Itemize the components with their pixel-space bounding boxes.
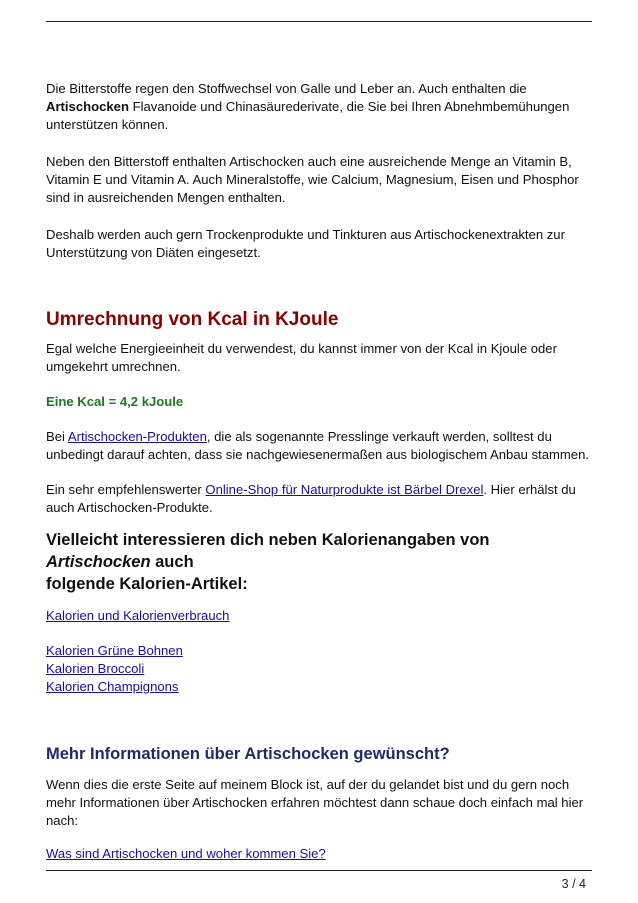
link-kalorien-gruene-bohnen[interactable]: Kalorien Grüne Bohnen [46, 643, 183, 658]
artischocken-produkten-link[interactable]: Artischocken-Produkten [67, 429, 207, 444]
page-number: 3 / 4 [561, 877, 586, 891]
kcal-heading: Umrechnung von Kcal in KJoule [46, 309, 339, 330]
kcal-formula: Eine Kcal = 4,2 kJoule [46, 394, 184, 409]
document-page [46, 80, 594, 863]
related-link-list-1 [46, 607, 594, 625]
intro-paragraph-3: Deshalb werden auch gern Trockenprodukte und Tinkturen aus Artischockenextrakten zur Unterstützung von Diäten eingesetzt. [46, 227, 565, 260]
artischocken-bold: Artischocken [46, 99, 129, 114]
header-rule [46, 21, 592, 22]
was-sind-artischocken-link[interactable]: Was sind Artischocken und woher kommen Sie? [46, 846, 326, 861]
online-shop-link[interactable]: Online-Shop für Naturprodukte ist Bärbel Drexel [205, 482, 484, 497]
footer-rule [46, 870, 592, 871]
link-kalorien-broccoli[interactable]: Kalorien Broccoli [46, 661, 145, 676]
related-heading: Vielleicht interessieren dich neben Kalorienangaben von Artischocken auch folgende Kalorien-Artikel: [46, 531, 490, 593]
related-link-list-2 [46, 642, 594, 696]
link-kalorien-champignons[interactable]: Kalorien Champignons [46, 679, 179, 694]
more-info-link-paragraph [46, 845, 594, 863]
kcal-paragraph-1: Egal welche Energieeinheit du verwendest, du kannst immer von der Kcal in Kjoule oder umgekehrt umrechnen. [46, 341, 557, 374]
kcal-paragraph-3: Ein sehr empfehlenswerter Online-Shop für Naturprodukte ist Bärbel Drexel. Hier erhälst du auch Artischocken-Produkte. [46, 482, 576, 515]
link-kalorien-kalorienverbrauch[interactable]: Kalorien und Kalorienverbrauch [46, 608, 230, 623]
more-info-paragraph: Wenn dies die erste Seite auf meinem Block ist, auf der du gelandet bist und du gern noch mehr Informationen über Artischocken erfahren möchtest dann schaue doch einfach mal hier nach: [46, 777, 584, 828]
more-info-heading: Mehr Informationen über Artischocken gewünscht? [46, 745, 450, 763]
kcal-paragraph-2: Bei Artischocken-Produkten, die als sogenannte Presslinge verkauft werden, solltest du unbedingt darauf achten, dass sie nachgewiesenermaßen aus biologischem Anbau stammen. [46, 429, 590, 462]
intro-paragraph-1: Die Bitterstoffe regen den Stoffwechsel von Galle und Leber an. Auch enthalten die Artischocken Flavanoide und Chinasäurederivate, die Sie bei Ihren Abnehmbemühungen unterstützen können. [46, 81, 570, 132]
intro-paragraph-2: Neben den Bitterstoff enthalten Artischocken auch eine ausreichende Menge an Vitamin B, Vitamin E und Vitamin A. Auch Mineralstoffe, wie Calcium, Magnesium, Eisen und Phosphor sind in ausreichenden Mengen enthalten. [46, 154, 579, 205]
